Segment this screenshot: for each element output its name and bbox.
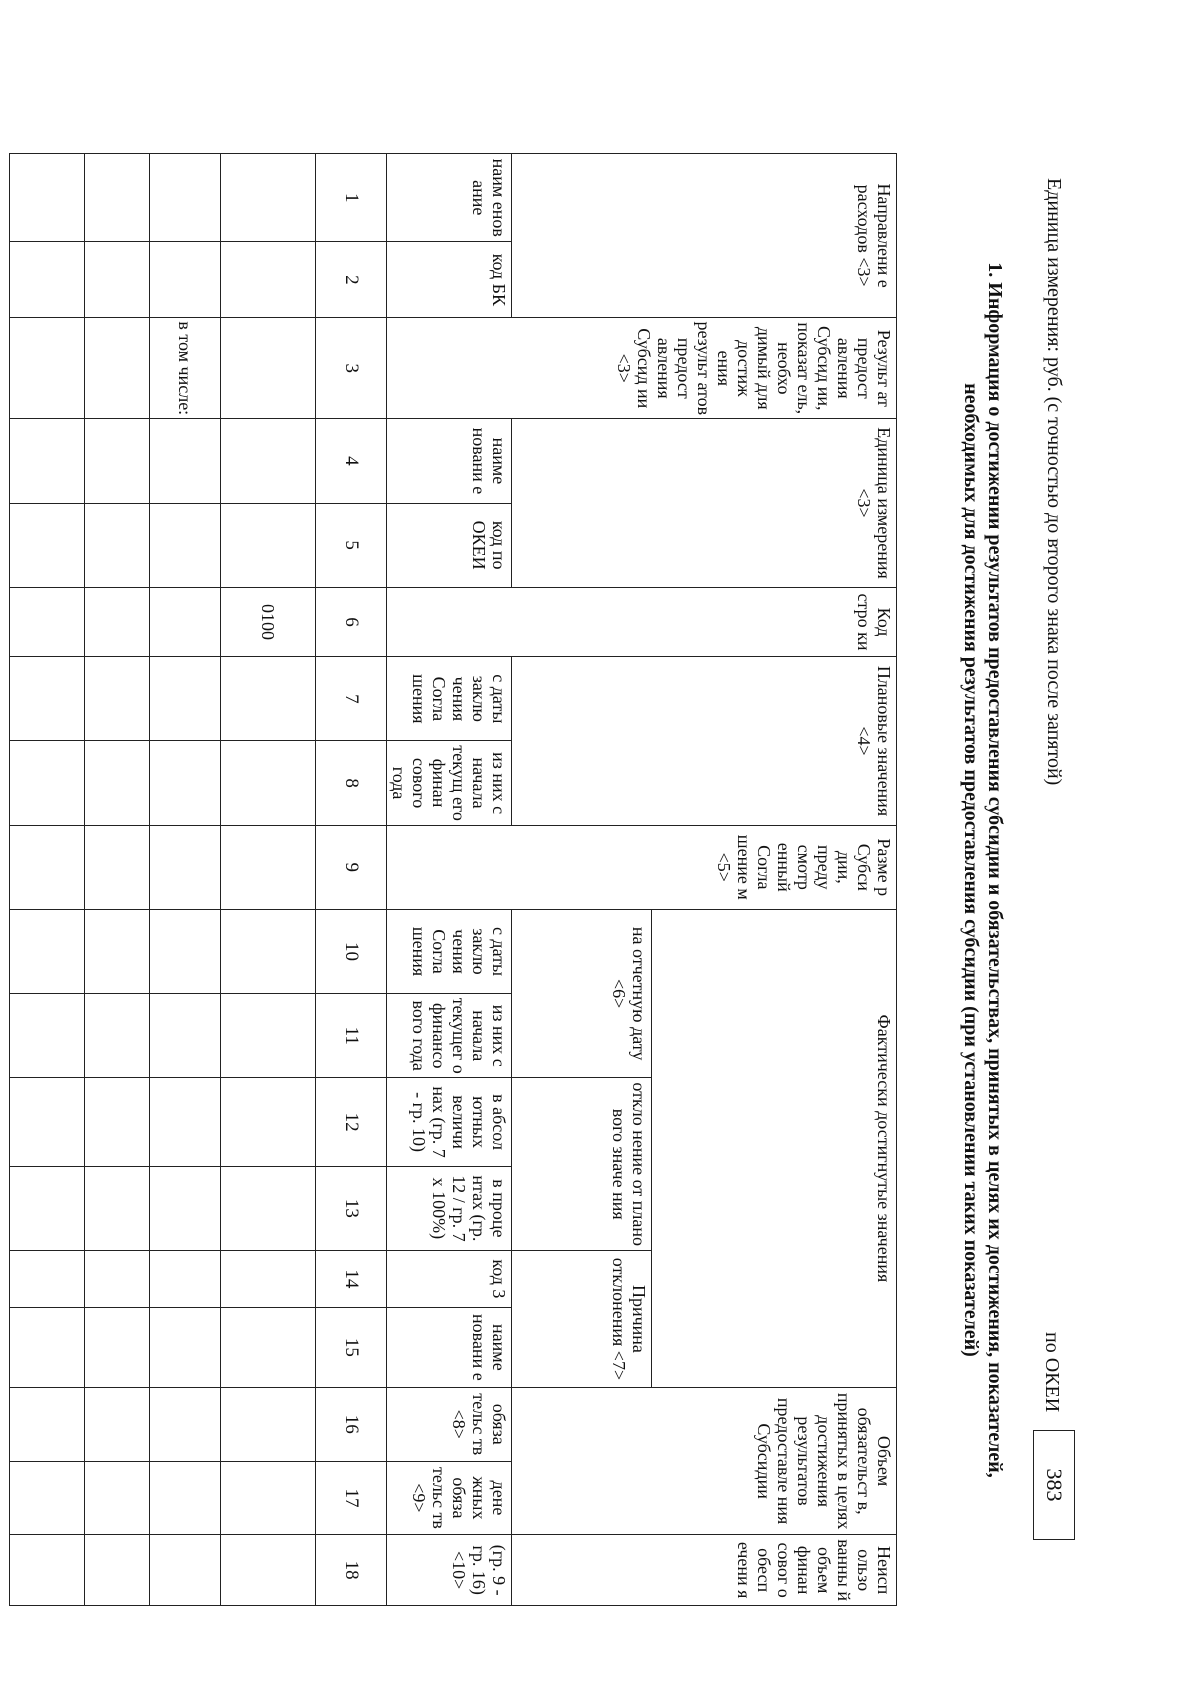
table-row (10, 154, 85, 1606)
header-deviation: откло нение от плано вого значе ния (512, 1078, 652, 1251)
column-number: 13 (316, 1166, 387, 1250)
table-cell (85, 503, 150, 587)
table-cell (85, 242, 150, 318)
table-cell (10, 242, 85, 318)
table-cell (221, 1535, 316, 1606)
table-cell (150, 242, 221, 318)
table-cell (221, 1166, 316, 1250)
table-cell (221, 994, 316, 1078)
header-budget-code: код БК (387, 242, 512, 318)
header-direction-name: наим енов ание (387, 154, 512, 242)
table-cell (221, 154, 316, 242)
header-reason-code: код 3 (387, 1251, 512, 1308)
header-result: Результ ат предост авления Субсид ии, показат ель, необхо димый для достиж ения результ атов предост авления Субсид ии <3> (387, 318, 897, 419)
column-number: 15 (316, 1307, 387, 1387)
okei-label: по ОКЕИ (1041, 1332, 1063, 1413)
header-actual: Фактически достигнутые значения (652, 909, 897, 1387)
line-code-cell: 0100 (221, 587, 316, 656)
column-number: 14 (316, 1251, 387, 1308)
column-number: 18 (316, 1535, 387, 1606)
table-cell (85, 1166, 150, 1250)
table-cell (85, 909, 150, 993)
table-cell (10, 657, 85, 741)
table-cell (85, 1251, 150, 1308)
table-cell (150, 503, 221, 587)
column-number: 1 (316, 154, 387, 242)
table-cell (85, 1078, 150, 1166)
section-title-line-2: необходимых для достижения результатов предоставления субсидии (при установлении таких показателей) (960, 383, 982, 1357)
table-cell (10, 1535, 85, 1606)
header-monetary-obligations: дене жных обяза тельс тв <9> (387, 1461, 512, 1535)
table-cell (10, 1461, 85, 1535)
table-cell (85, 318, 150, 419)
table-cell (10, 587, 85, 656)
column-number: 12 (316, 1078, 387, 1166)
header-direction: Направлени е расходов <3> (512, 154, 897, 318)
column-number: 3 (316, 318, 387, 419)
table-cell (221, 657, 316, 741)
column-number: 16 (316, 1387, 387, 1461)
results-table (9, 153, 897, 1606)
table-cell (10, 1251, 85, 1308)
table-cell (150, 1387, 221, 1461)
table-cell (10, 741, 85, 825)
table-cell (85, 419, 150, 503)
column-number: 4 (316, 419, 387, 503)
table-row (150, 154, 221, 1606)
section-title (959, 200, 1007, 1540)
column-number: 11 (316, 994, 387, 1078)
header-okei-code: код по ОКЕИ (387, 503, 512, 587)
table-cell (10, 1307, 85, 1387)
table-cell (10, 1387, 85, 1461)
header-unit-name: наиме новани е (387, 419, 512, 503)
table-cell (85, 825, 150, 909)
table-cell (85, 741, 150, 825)
unit-of-measure-line: Единица измерения: руб. (с точностью до второго знака после запятой) (1043, 178, 1065, 786)
table-cell (150, 1251, 221, 1308)
header-obligations-total: обяза тельс тв <8> (387, 1387, 512, 1461)
table-cell (221, 1251, 316, 1308)
column-number: 6 (316, 587, 387, 656)
column-number: 2 (316, 242, 387, 318)
table-cell (150, 419, 221, 503)
table-cell (221, 242, 316, 318)
table-cell (150, 1078, 221, 1166)
table-row (221, 154, 316, 1606)
table-cell (150, 587, 221, 656)
header-on-date: на отчетную дату <6> (512, 909, 652, 1077)
table-cell (150, 741, 221, 825)
header-unit: Единица измерения <3> (512, 419, 897, 587)
header-obligations: Объем обязательст в, принятых в целях достижения результатов предоставле ния Субсидии (512, 1387, 897, 1534)
column-number: 10 (316, 909, 387, 993)
header-plan-since-year: из них с начала текущ его финан сового года (387, 741, 512, 825)
header-unused-formula: (гр. 9 - гр. 16) <10> (387, 1535, 512, 1606)
report-sheet (113, 120, 1093, 1620)
column-number: 5 (316, 503, 387, 587)
table-cell (10, 154, 85, 242)
table-cell (10, 318, 85, 419)
table-row (85, 154, 150, 1606)
header-fact-since-year: из них с начала текущег о финансо вого года (387, 994, 512, 1078)
table-cell (221, 1461, 316, 1535)
column-number: 9 (316, 825, 387, 909)
table-cell (10, 1078, 85, 1166)
table-cell (10, 825, 85, 909)
table-cell (221, 825, 316, 909)
table-cell (85, 1535, 150, 1606)
table-cell (221, 909, 316, 993)
column-number: 8 (316, 741, 387, 825)
table-cell (150, 1166, 221, 1250)
table-cell (150, 1461, 221, 1535)
table-cell (85, 994, 150, 1078)
table-cell (10, 994, 85, 1078)
header-subsidy-size: Разме р Субси дии, преду смотр енный Согла шение м <5> (387, 825, 897, 909)
header-deviation-absolute: в абсол ютных величи нах (гр. 7 - гр. 10) (387, 1078, 512, 1166)
table-cell (85, 657, 150, 741)
table-cell (221, 1387, 316, 1461)
table-cell (10, 419, 85, 503)
table-cell (85, 1387, 150, 1461)
column-number: 7 (316, 657, 387, 741)
table-cell (150, 994, 221, 1078)
table-cell (221, 741, 316, 825)
okei-code-box: 383 (1033, 1430, 1075, 1540)
table-cell (221, 419, 316, 503)
in-total-label: в том числе: (150, 318, 221, 419)
header-line-code: Код стро ки (387, 587, 897, 656)
table-cell (150, 909, 221, 993)
table-cell (10, 503, 85, 587)
table-cell (150, 1535, 221, 1606)
column-number-row (316, 154, 387, 1606)
column-number: 17 (316, 1461, 387, 1535)
header-fact-since-agreement: с даты заклю чения Согла шения (387, 909, 512, 993)
table-cell (85, 587, 150, 656)
table-cell (221, 1078, 316, 1166)
table-cell (221, 1307, 316, 1387)
header-plan-since-agreement: с даты заклю чения Согла шения (387, 657, 512, 741)
table-cell (10, 909, 85, 993)
header-planned: Плановые значения <4> (512, 657, 897, 825)
section-title-line-1: 1. Информация о достижении результатов предоставления субсидии и обязательствах, принятых в целях их достижения, показателей, (984, 262, 1006, 1478)
table-cell (85, 1307, 150, 1387)
header-deviation-percent: в проце нтах (гр. 12 / гр. 7 х 100%) (387, 1166, 512, 1250)
header-unused: Неисп ользо ванны й объем финан совог о обесп ечени я (512, 1535, 897, 1606)
header-reason: Причина отклонения <7> (512, 1251, 652, 1388)
table-cell (150, 1307, 221, 1387)
table-cell (10, 1166, 85, 1250)
table-cell (150, 154, 221, 242)
table-cell (221, 318, 316, 419)
table-cell (221, 503, 316, 587)
table-cell (85, 154, 150, 242)
table-cell (85, 1461, 150, 1535)
header-reason-name: наиме новани е (387, 1307, 512, 1387)
table-cell (150, 825, 221, 909)
table-cell (150, 657, 221, 741)
